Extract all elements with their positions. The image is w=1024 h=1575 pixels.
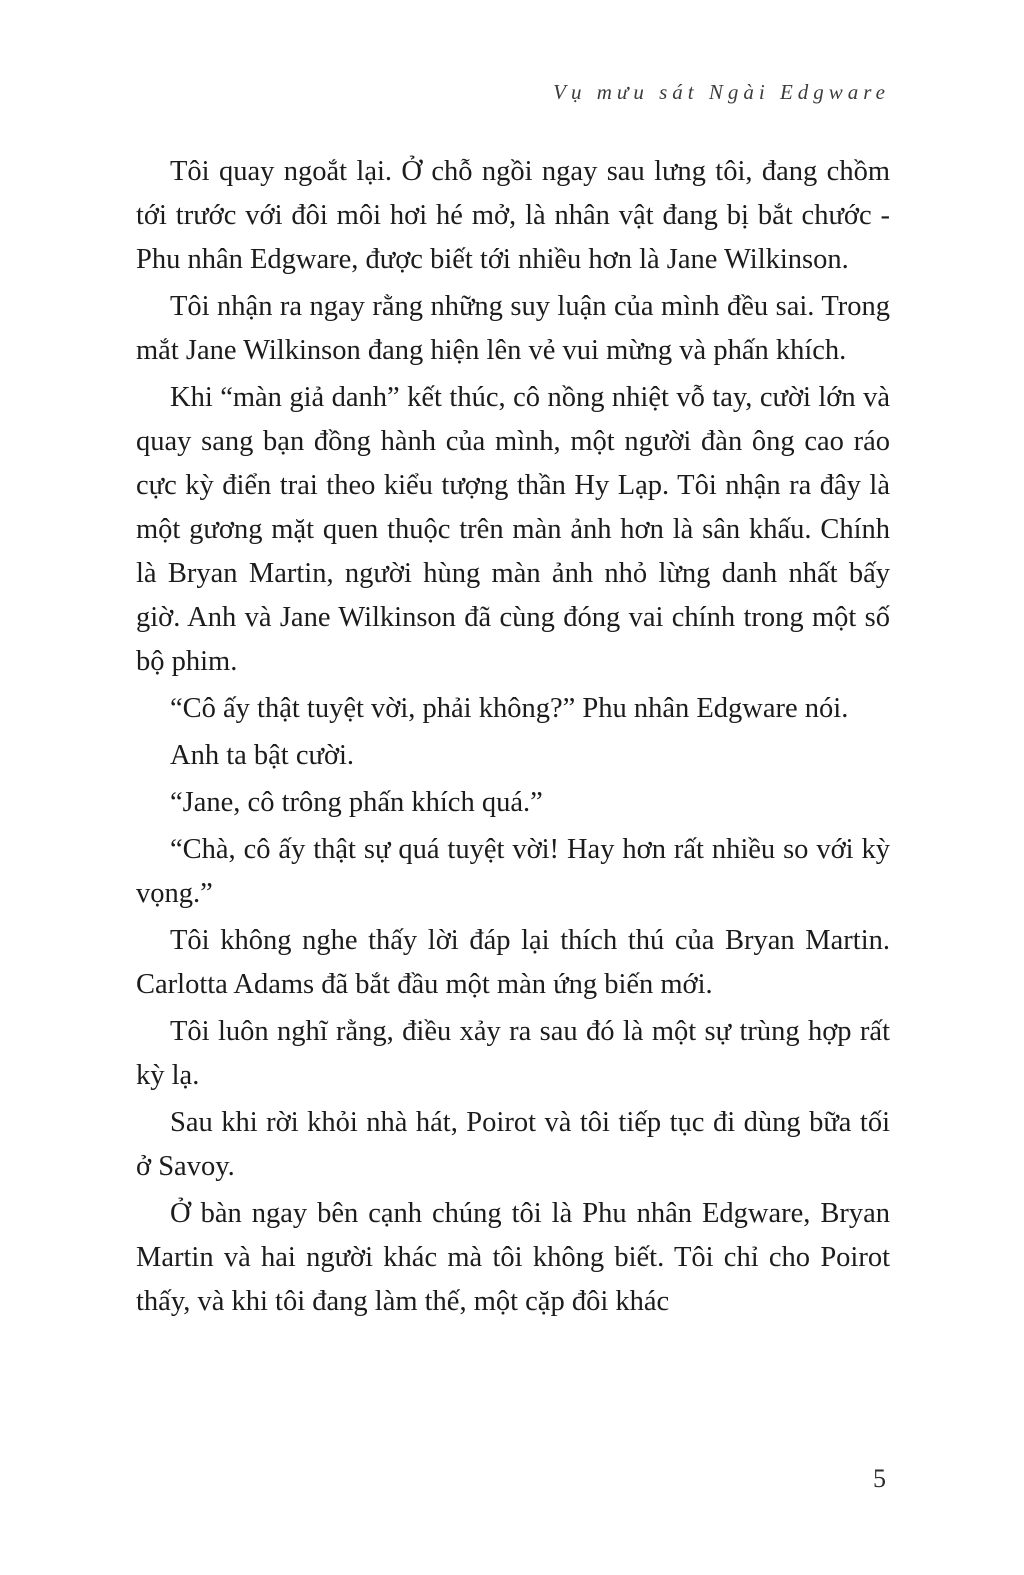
body-paragraph: Tôi quay ngoắt lại. Ở chỗ ngồi ngay sau lưng tôi, đang chồm tới trước với đôi môi hơi hé mở, là nhân vật đang bị bắt chước - Phu nhân Edgware, được biết tới nhiều hơn là Jane Wilkinson. bbox=[136, 156, 890, 275]
body-paragraph: Ở bàn ngay bên cạnh chúng tôi là Phu nhân Edgware, Bryan Martin và hai người khác mà tôi không biết. Tôi chỉ cho Poirot thấy, và khi tôi đang làm thế, một cặp đôi khác bbox=[136, 1198, 890, 1317]
body-paragraph: “Chà, cô ấy thật sự quá tuyệt vời! Hay hơn rất nhiều so với kỳ vọng.” bbox=[136, 834, 890, 909]
page-number: 5 bbox=[873, 1464, 886, 1493]
body-paragraph: Anh ta bật cười. bbox=[170, 740, 355, 771]
running-header: Vụ mưu sát Ngài Edgware bbox=[553, 80, 890, 104]
body-paragraph: Sau khi rời khỏi nhà hát, Poirot và tôi tiếp tục đi dùng bữa tối ở Savoy. bbox=[136, 1107, 890, 1182]
body-paragraph: Tôi luôn nghĩ rằng, điều xảy ra sau đó là một sự trùng hợp rất kỳ lạ. bbox=[136, 1016, 890, 1091]
body-paragraph: “Cô ấy thật tuyệt vời, phải không?” Phu nhân Edgware nói. bbox=[170, 693, 849, 724]
body-text bbox=[136, 150, 890, 1327]
body-paragraph: Tôi không nghe thấy lời đáp lại thích thú của Bryan Martin. Carlotta Adams đã bắt đầu một màn ứng biến mới. bbox=[136, 925, 890, 1000]
body-paragraph: Tôi nhận ra ngay rằng những suy luận của mình đều sai. Trong mắt Jane Wilkinson đang hiện lên vẻ vui mừng và phấn khích. bbox=[136, 291, 890, 366]
body-paragraph: Khi “màn giả danh” kết thúc, cô nồng nhiệt vỗ tay, cười lớn và quay sang bạn đồng hành của mình, một người đàn ông cao ráo cực kỳ điển trai theo kiểu tượng thần Hy Lạp. Tôi nhận ra đây là một gương mặt quen thuộc trên màn ảnh hơn là sân khấu. Chính là Bryan Martin, người hùng màn ảnh nhỏ lừng danh nhất bấy giờ. Anh và Jane Wilkinson đã cùng đóng vai chính trong một số bộ phim. bbox=[136, 382, 890, 677]
body-paragraph: “Jane, cô trông phấn khích quá.” bbox=[170, 787, 543, 818]
